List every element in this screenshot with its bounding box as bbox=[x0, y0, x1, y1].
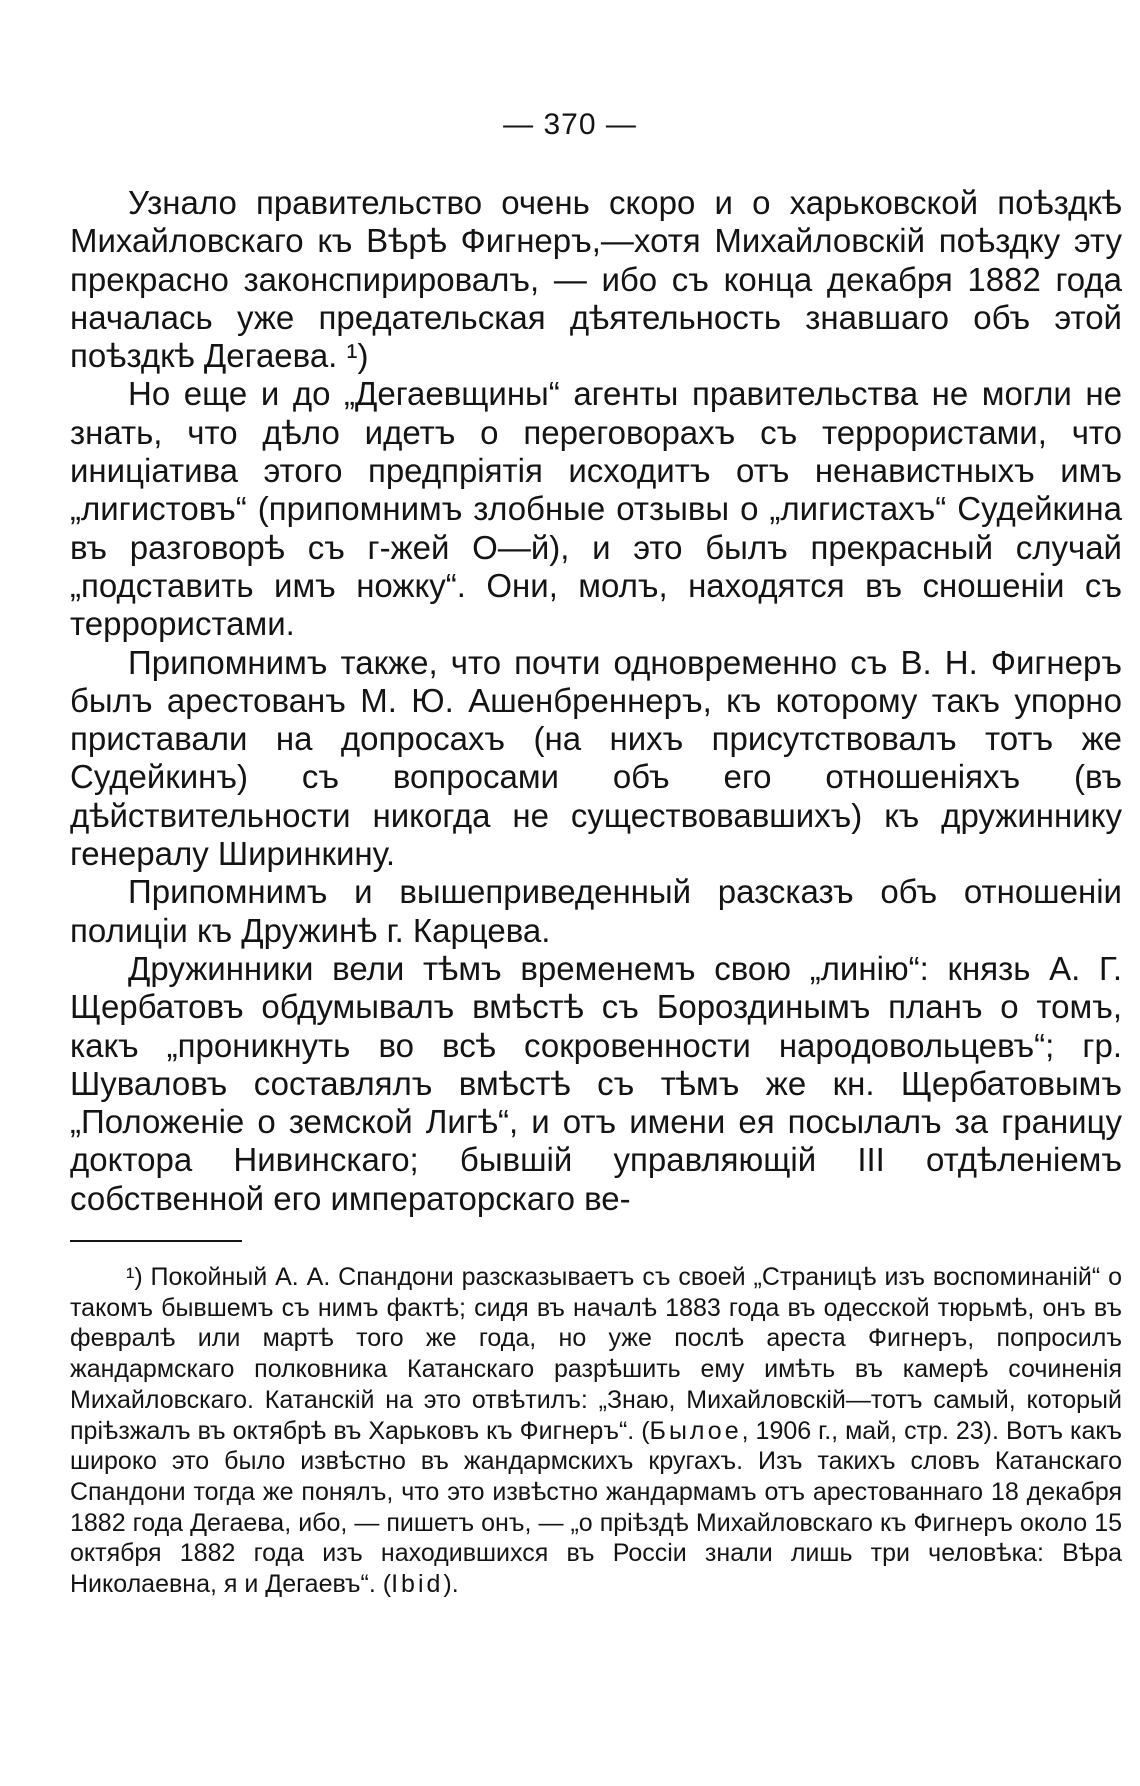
footnote bbox=[70, 1262, 1122, 1600]
footnote-text: , 1906 г., май, стр. 23). Вотъ какъ широко это было извѣстно въ жандармскихъ кругахъ. Изъ такихъ словъ Катанскаго Спандони тогда же понялъ, что это извѣстно жандармамъ отъ арестованнаго 18 декабря 1882 года Дегаева, ибо, — пишетъ онъ, — „о пріѣздѣ Михайловскаго къ Фигнеръ около 15 октября 1882 года изъ находившихся въ Россіи знали лишь три человѣка: Вѣра Николаевна, я и Дегаевъ“. ( bbox=[70, 1416, 1122, 1599]
page-number: — 370 — bbox=[503, 108, 637, 141]
paragraph: Припомнимъ также, что почти одновременно съ В. Н. Фигнеръ былъ арестованъ М. Ю. Ашенбреннеръ, къ которому такъ упорно приставали на допросахъ (на нихъ присутствовалъ тотъ же Судейкинъ) съ вопросами объ его отношеніяхъ (въ дѣйствительности никогда не существовавшихъ) къ дружиннику генералу Ширинкину. bbox=[70, 643, 1122, 873]
footnote-text: ¹) Покойный А. А. Спандони разсказываетъ съ своей „Страницѣ изъ воспоминаній“ о такомъ бывшемъ съ нимъ фактѣ; сидя въ началѣ 1883 года въ одесской тюрьмѣ, онъ въ февралѣ или мартѣ того же года, но уже послѣ ареста Фигнеръ, попросилъ жандармскаго полковника Катанскаго разрѣшить ему имѣть въ камерѣ сочиненія Михайловскаго. Катанскій на это отвѣтилъ: „Знаю, Михайловскій—тотъ самый, который пріѣзжалъ въ октябрѣ въ Харьковъ къ Фигнеръ“. ( bbox=[70, 1263, 1122, 1445]
paragraph: Дружинники вели тѣмъ временемъ свою „линію“: князь А. Г. Щербатовъ обдумывалъ вмѣстѣ съ Бороздинымъ планъ о томъ, какъ „проникнуть во всѣ сокровенности народовольцевъ“; гр. Шуваловъ составлялъ вмѣстѣ съ тѣмъ же кн. Щербатовымъ „Положеніе о земской Лигѣ“, и отъ имени ея посылалъ за границу доктора Нивинскаго; бывшій управляющій III отдѣленіемъ собственной его императорскаго ве- bbox=[70, 949, 1122, 1217]
paragraph: Узнало правительство очень скоро и о харьковской поѣздкѣ Михайловскаго къ Вѣрѣ Фигнеръ,—хотя Михайловскій поѣздку эту прекрасно законспирировалъ, — ибо съ конца декабря 1882 года началась уже предательская дѣятельность знавшаго объ этой поѣздкѣ Дегаева. ¹) bbox=[70, 184, 1122, 375]
paragraph: Припомнимъ и вышеприведенный разсказъ объ отношеніи полиціи къ Дружинѣ г. Карцева. bbox=[70, 873, 1122, 949]
paragraph: Но еще и до „Дегаевщины“ агенты правительства не могли не знать, что дѣло идетъ о переговорахъ съ террористами, что иниціатива этого предпріятія исходитъ отъ ненавистныхъ имъ „лигистовъ“ (припомнимъ злобные отзывы о „лигистахъ“ Судейкина въ разговорѣ съ г-жей О—й), и это былъ прекрасный случай „подставить имъ ножку“. Они, молъ, находятся въ сношеніи съ террористами. bbox=[70, 375, 1122, 643]
footnote-source: Ibid bbox=[391, 1570, 444, 1599]
footnote-source: Былое bbox=[649, 1416, 742, 1445]
footnote-text: ). bbox=[443, 1570, 459, 1599]
main-text bbox=[70, 184, 1122, 1218]
footnote-divider bbox=[70, 1240, 242, 1242]
